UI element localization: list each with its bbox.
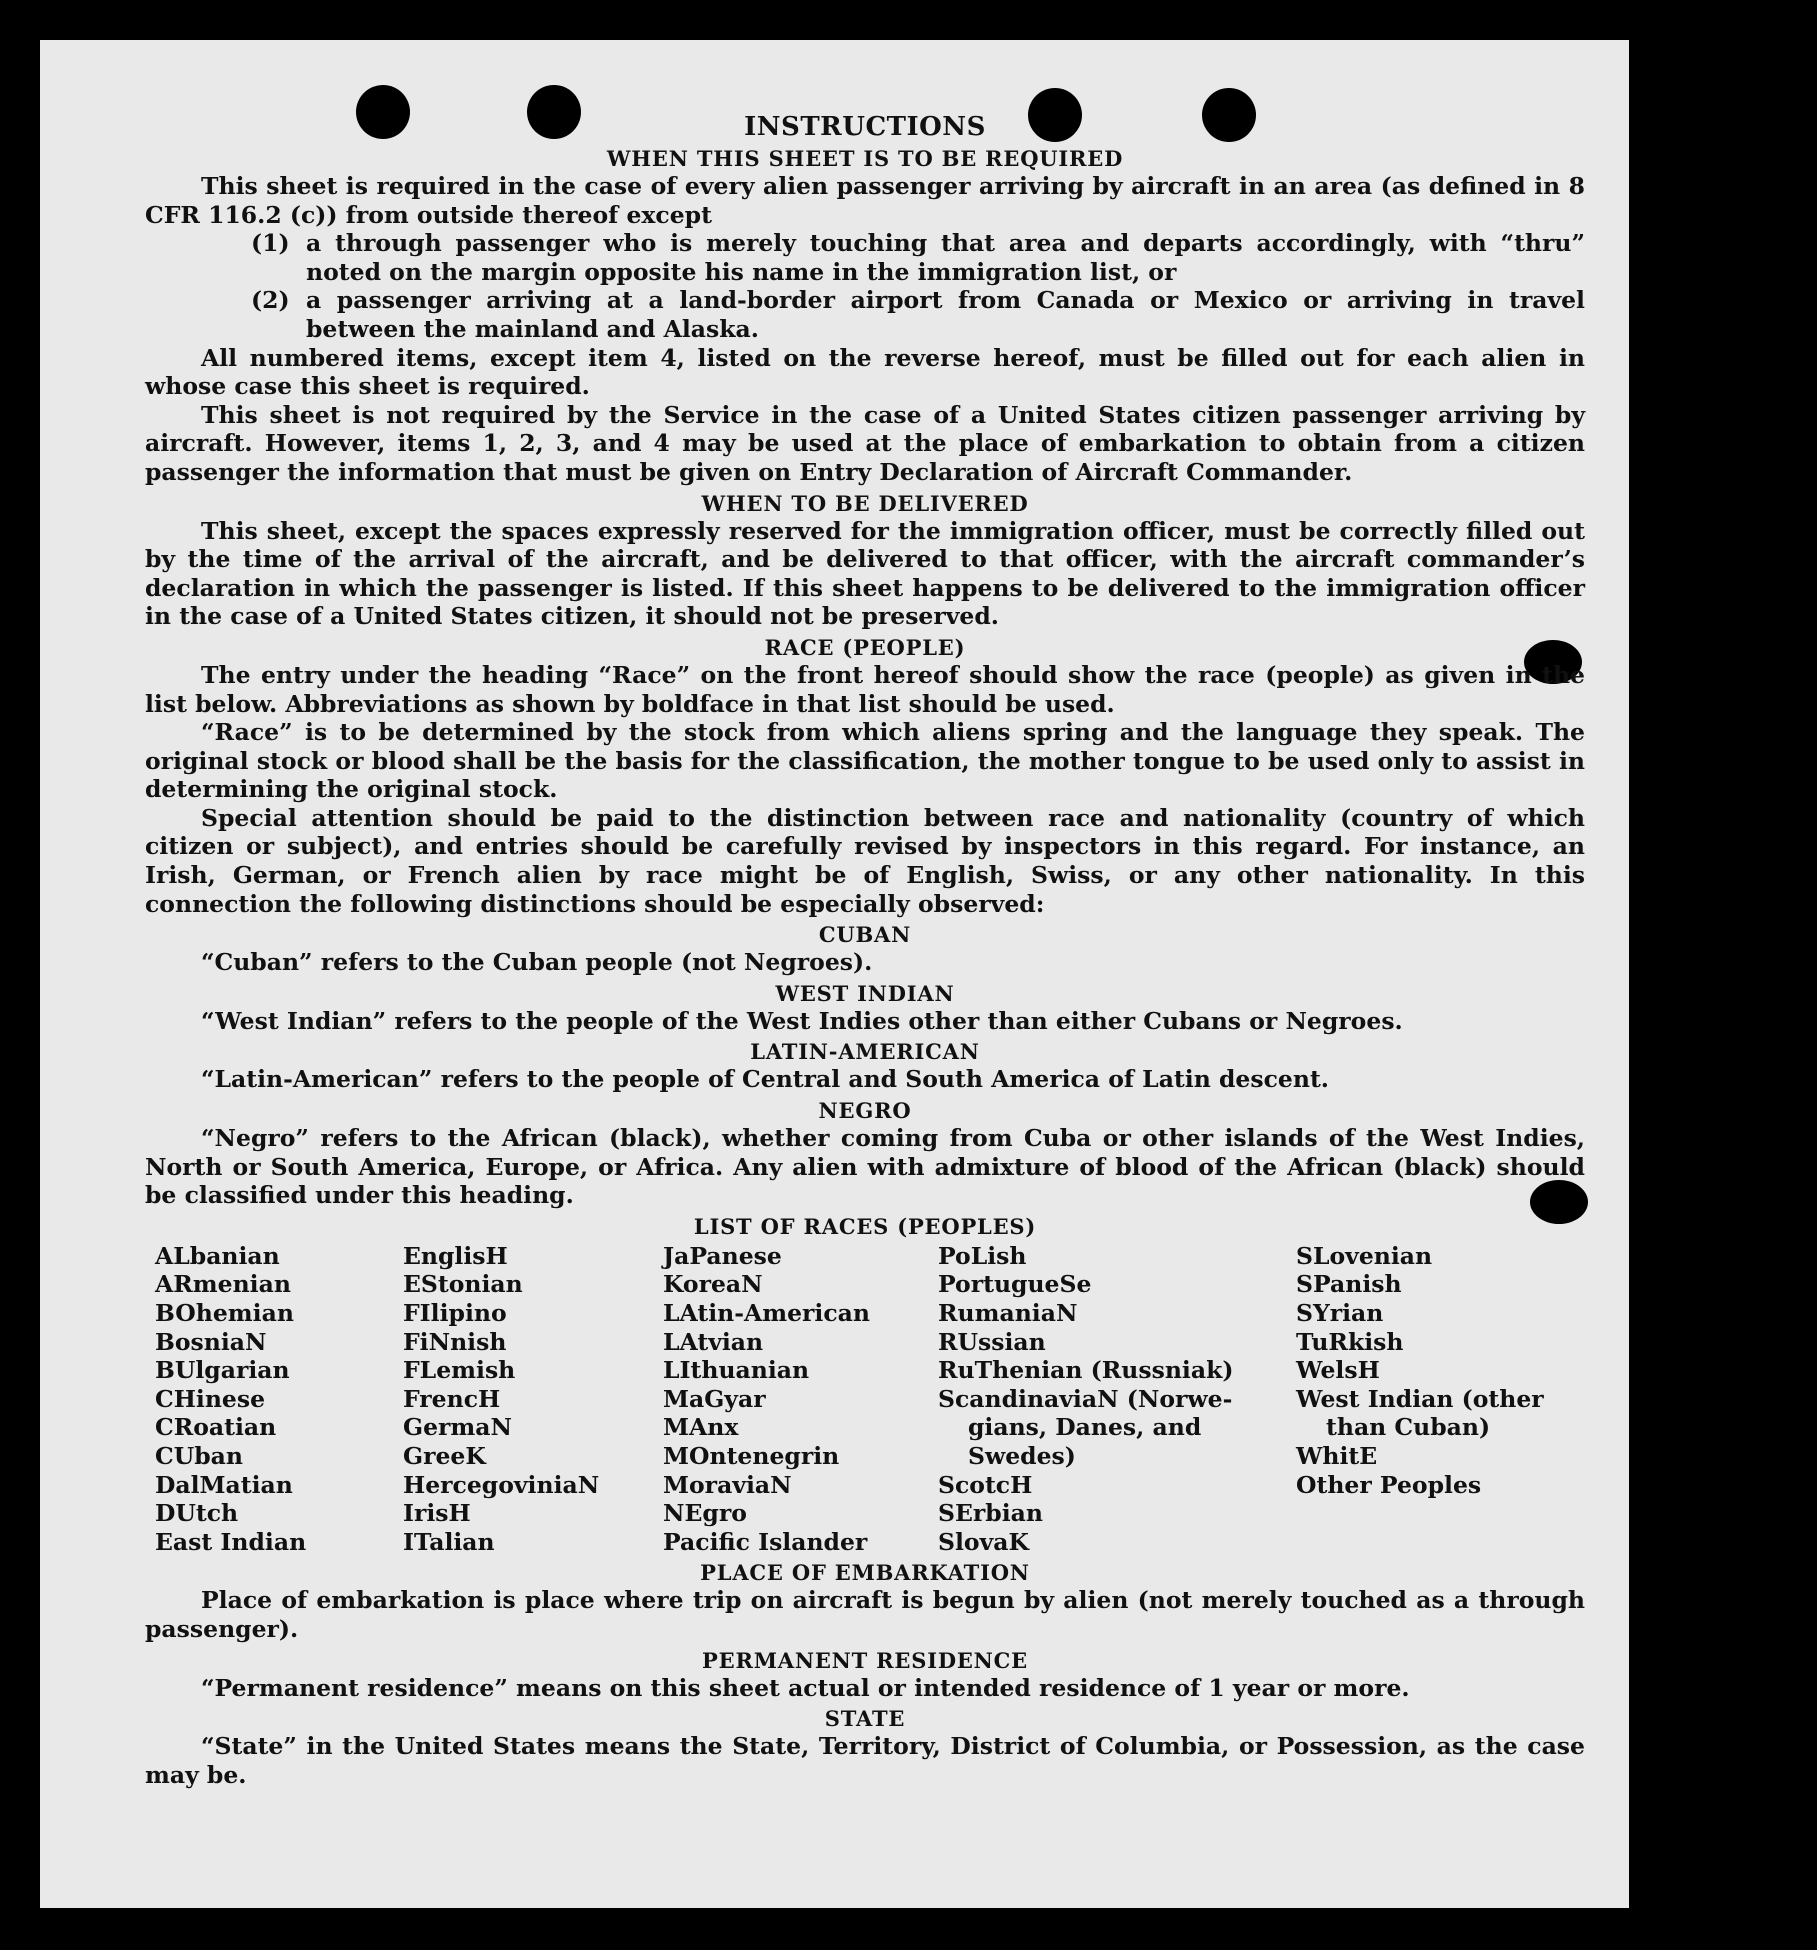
- delivered-paragraph: This sheet, except the spaces expressly reserved for the immigration officer, must be correctly filled out by the time of the arrival of the aircraft, and be delivered to that officer, with the aircraft commander’s declaration in which the passenger is listed. If this sheet happens to be delivered to the immigration officer in the case of a United States citizen, it should not be preserved.: [145, 516, 1585, 631]
- race-entry: MOntenegrin: [663, 1441, 840, 1470]
- race-entry: CUban: [155, 1441, 243, 1470]
- race-entry: HercegoviniaN: [403, 1470, 600, 1499]
- race-entry: FIlipino: [403, 1299, 507, 1327]
- west-indian-definition: “West Indian” refers to the people of the West Indies other than either Cubans or Negroes.: [201, 1006, 1403, 1035]
- race-entry: BosniaN: [155, 1327, 267, 1356]
- item-text: a through passenger who is merely touching that area and departs accordingly, with “thru” noted on the margin opposite his name in the immigration list, or: [306, 229, 1585, 286]
- race-list: [145, 1242, 1585, 1557]
- race-entry: FiNnish: [403, 1327, 507, 1356]
- race-entry: West Indian (other: [1296, 1384, 1544, 1413]
- citizen-paragraph: This sheet is not required by the Service in the case of a United States citizen passenger arriving by aircraft. However, items 1, 2, 3, and 4 may be used at the place of embarkation to obtain from a citizen passenger the information that must be given on Entry Declaration of Aircraft Commander.: [145, 400, 1585, 486]
- exception-item: [251, 286, 1585, 343]
- race-entry: IrisH: [403, 1499, 471, 1528]
- race-column: [403, 1242, 663, 1557]
- race-entry: SPanish: [1296, 1270, 1402, 1299]
- race-paragraph-3: Special attention should be paid to the distinction between race and nationality (country of which citizen or subject), and entries should be carefully revised by inspectors in this regard. For instance, an Irish, German, or French alien by race might be of English, Swiss, or any other nationality. In this connection the following distinctions should be especially observed:: [145, 803, 1585, 918]
- race-paragraph-1: The entry under the heading “Race” on the front hereof should show the race (people) as given in the list below. Abbreviations as shown by boldface in that list should be used.: [145, 660, 1585, 718]
- race-entry: KoreaN: [663, 1270, 763, 1299]
- race-entry: ITalian: [403, 1527, 495, 1556]
- race-entry-continued: gians, Danes, and: [968, 1413, 1202, 1442]
- section-heading-required: WHEN THIS SHEET IS TO BE REQUIRED: [606, 146, 1124, 171]
- race-entry: JaPanese: [663, 1241, 782, 1270]
- item-text: a passenger arriving at a land-border airport from Canada or Mexico or arriving in travel between the mainland and Alaska.: [306, 286, 1585, 343]
- section-heading-state: STATE: [824, 1706, 906, 1732]
- race-entry-continued: Swedes): [968, 1441, 1076, 1470]
- race-entry: RUssian: [938, 1327, 1046, 1356]
- race-column: [145, 1242, 403, 1557]
- race-entry: PoLish: [938, 1241, 1027, 1270]
- section-heading-latin: LATIN-AMERICAN: [750, 1039, 980, 1065]
- race-entry-continued: than Cuban): [1326, 1413, 1491, 1442]
- section-heading-cuban: CUBAN: [818, 922, 912, 948]
- instructions-heading: INSTRUCTIONS: [744, 112, 986, 142]
- race-column: [1296, 1242, 1576, 1557]
- race-entry: WhitE: [1296, 1441, 1378, 1470]
- instructions-text: [145, 112, 1585, 1789]
- section-heading-embarkation: PLACE OF EMBARKATION: [700, 1560, 1030, 1586]
- race-column: [938, 1242, 1296, 1557]
- residence-paragraph: “Permanent residence” means on this sheet actual or intended residence of 1 year or more.: [201, 1673, 1410, 1702]
- race-entry: RuThenian (Russniak): [938, 1356, 1234, 1385]
- cuban-definition: “Cuban” refers to the Cuban people (not Negroes).: [201, 948, 873, 977]
- embarkation-paragraph: Place of embarkation is place where trip on aircraft is begun by alien (not merely touched as a through passenger).: [145, 1586, 1585, 1643]
- race-entry: LIthuanian: [663, 1356, 810, 1385]
- item-number: (1): [251, 229, 290, 258]
- race-entry: MaGyar: [663, 1384, 766, 1413]
- race-entry: GreeK: [403, 1441, 486, 1470]
- race-entry: FLemish: [403, 1356, 516, 1385]
- race-entry: SLovenian: [1296, 1241, 1433, 1270]
- race-entry: LAtvian: [663, 1327, 764, 1356]
- race-column: [663, 1242, 938, 1557]
- section-heading-race: RACE (PEOPLE): [764, 634, 966, 660]
- section-heading-negro: NEGRO: [818, 1098, 912, 1124]
- numbered-items-paragraph: All numbered items, except item 4, listed on the reverse hereof, must be filled out for each alien in whose case this sheet is required.: [145, 343, 1585, 401]
- race-entry: BOhemian: [155, 1299, 294, 1327]
- document-page: [40, 40, 1629, 1908]
- race-entry: EStonian: [403, 1270, 523, 1299]
- race-entry: TuRkish: [1296, 1327, 1404, 1356]
- race-entry: MAnx: [663, 1413, 739, 1442]
- negro-definition: “Negro” refers to the African (black), whether coming from Cuba or other islands of the West Indies, North or South America, Europe, or Africa. Any alien with admixture of blood of the African (black) should be classified under this heading.: [145, 1124, 1585, 1210]
- race-entry: SErbian: [938, 1499, 1043, 1528]
- section-heading-west-indian: WEST INDIAN: [775, 980, 955, 1006]
- race-entry: MoraviaN: [663, 1470, 792, 1499]
- race-entry: DUtch: [155, 1499, 239, 1528]
- race-entry: PortugueSe: [938, 1270, 1092, 1299]
- race-entry: FrencH: [403, 1384, 501, 1413]
- item-number: (2): [251, 286, 290, 315]
- race-entry: RumaniaN: [938, 1299, 1078, 1327]
- race-entry: EnglisH: [403, 1241, 508, 1270]
- state-paragraph: “State” in the United States means the State, Territory, District of Columbia, or Possession, as the case may be.: [145, 1732, 1585, 1789]
- race-entry: DalMatian: [155, 1470, 293, 1499]
- race-entry: East Indian: [155, 1527, 307, 1556]
- race-entry: ARmenian: [155, 1270, 291, 1299]
- race-entry: NEgro: [663, 1499, 747, 1528]
- section-heading-delivered: WHEN TO BE DELIVERED: [701, 490, 1029, 516]
- race-entry: ScotcH: [938, 1470, 1033, 1499]
- exception-item: [251, 229, 1585, 286]
- race-paragraph-2: “Race” is to be determined by the stock from which aliens spring and the language they speak. The original stock or blood shall be the basis for the classification, the mother tongue to be used only to assist in determining the original stock.: [145, 718, 1585, 804]
- race-entry: SYrian: [1296, 1299, 1384, 1327]
- section-heading-list: LIST OF RACES (PEOPLES): [693, 1213, 1037, 1239]
- race-entry: CRoatian: [155, 1413, 277, 1442]
- race-entry: WelsH: [1296, 1356, 1380, 1385]
- race-entry: GermaN: [403, 1413, 512, 1442]
- race-entry: ScandinaviaN (Norwe-: [938, 1384, 1233, 1413]
- race-entry: Pacific Islander: [663, 1527, 868, 1556]
- required-intro: This sheet is required in the case of every alien passenger arriving by aircraft in an area (as defined in 8 CFR 116.2 (c)) from outside thereof except: [145, 172, 1585, 229]
- race-entry: BUlgarian: [155, 1356, 290, 1385]
- section-heading-residence: PERMANENT RESIDENCE: [702, 1647, 1028, 1673]
- race-entry: Other Peoples: [1296, 1470, 1482, 1499]
- race-entry: SlovaK: [938, 1527, 1029, 1556]
- race-entry: CHinese: [155, 1384, 266, 1413]
- latin-definition: “Latin-American” refers to the people of Central and South America of Latin descent.: [201, 1065, 1329, 1094]
- race-entry: ALbanian: [155, 1241, 280, 1270]
- race-entry: LAtin-American: [663, 1299, 870, 1327]
